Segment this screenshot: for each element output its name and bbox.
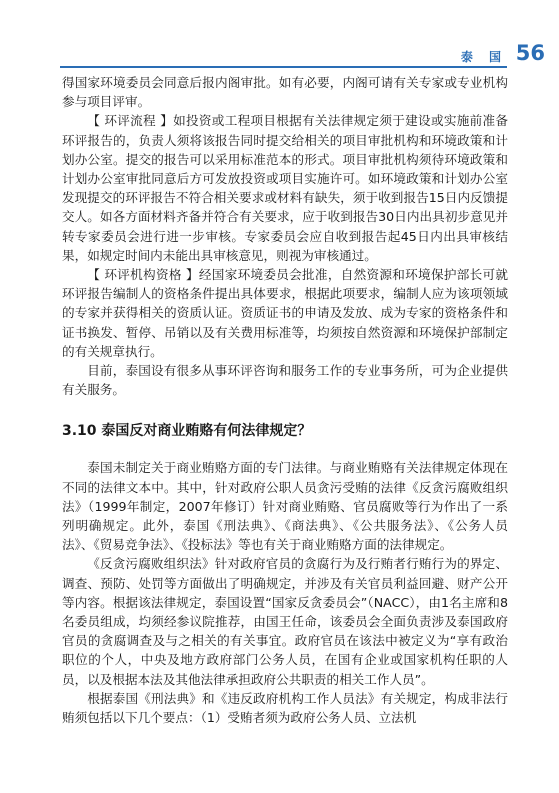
section-heading: 3.10 泰国反对商业贿赂有何法律规定？ — [62, 423, 312, 440]
paragraph: 《反贪污腐败组织法》针对政府官员的贪腐行为及行贿者行贿行为的界定、调查、预防、处罚等方面做出了明确规定，并涉及有关官员利益回避、财产公开等内容。根据该法律规定，泰国设置“国家反贪委员会”（NACC），由1名主席和8名委员组成，均须经参议院推荐，由国王任命，该委员会全面负责涉及泰国政府官员的贪腐调查及与之相关的有关事宜。政府官员在该法中被定义为“享有政治职位的个人，中央及地方政府部门公务人员，在国有企业或国家机构任职的人员，以及根据本法及其他法律承担政府公共职责的相关工作人员”。 — [62, 556, 508, 687]
running-header-title: 泰 国 — [460, 50, 507, 64]
page-header — [0, 0, 559, 80]
paragraph: 泰国未制定关于商业贿赂方面的专门法律。与商业贿赂有关法律规定体现在不同的法律文本中。其中，针对政府公职人员贪污受贿的法律《反贪污腐败组织法》（1999年制定，2007年修订）针对商业贿赂、官员腐败等行为作出了一系列明确规定。此外，泰国《刑法典》、《商法典》、《公共服务法》、《公务人员法》、《贸易竞争法》、《投标法》等也有关于商业贿赂方面的法律规定。 — [62, 460, 508, 553]
paragraph-eia-qualification: 【 环评机构资格 】经国家环境委员会批准，自然资源和环境保护部长可就环评报告编制人的资格条件提出具体要求，根据此项要求，编制人应为该项领域的专家并获得相关的资质认证。资质证书的申请及发放、成为专家的资格条件和证书换发、暂停、吊销以及有关费用标准等，均须按自然资源和环境保护部制定的有关规章执行。 — [62, 267, 508, 359]
paragraph: 目前，泰国设有很多从事环评咨询和服务工作的专业事务所，可为企业提供有关服务。 — [62, 363, 508, 398]
page-body — [62, 73, 508, 727]
paragraph: 得国家环境委员会同意后报内阁审批。如有必要，内阁可请有关专家或专业机构参与项目评审。 — [62, 75, 508, 110]
paragraph-eia-process: 【 环评流程 】如投资或工程项目根据有关法律规定须于建设或实施前准备环评报告的，负责人须将该报告同时提交给相关的项目审批机构和环境政策和计划办公室。提交的报告可以采用标准范本的形式。项目审批机构须待环境政策和计划办公室审批同意后方可发放投资或项目实施许可。如环境政策和计划办公室发现提交的环评报告不符合相关要求或材料有缺失，须于收到报告15日内反馈提交人。如各方面材料齐备并符合有关要求，应于收到报告30日内出具初步意见并转专家委员会进行进一步审核。专家委员会应自收到报告起45日内出具审核结果，如规定时间内未能出具审核意见，则视为审核通过。 — [62, 113, 508, 263]
header-rule — [60, 66, 507, 68]
page-number: 56 — [515, 41, 545, 65]
paragraph: 根据泰国《刑法典》和《违反政府机构工作人员法》有关规定，构成非法行贿须包括以下几个要点：（1）受贿者须为政府公务人员、立法机 — [62, 690, 508, 726]
